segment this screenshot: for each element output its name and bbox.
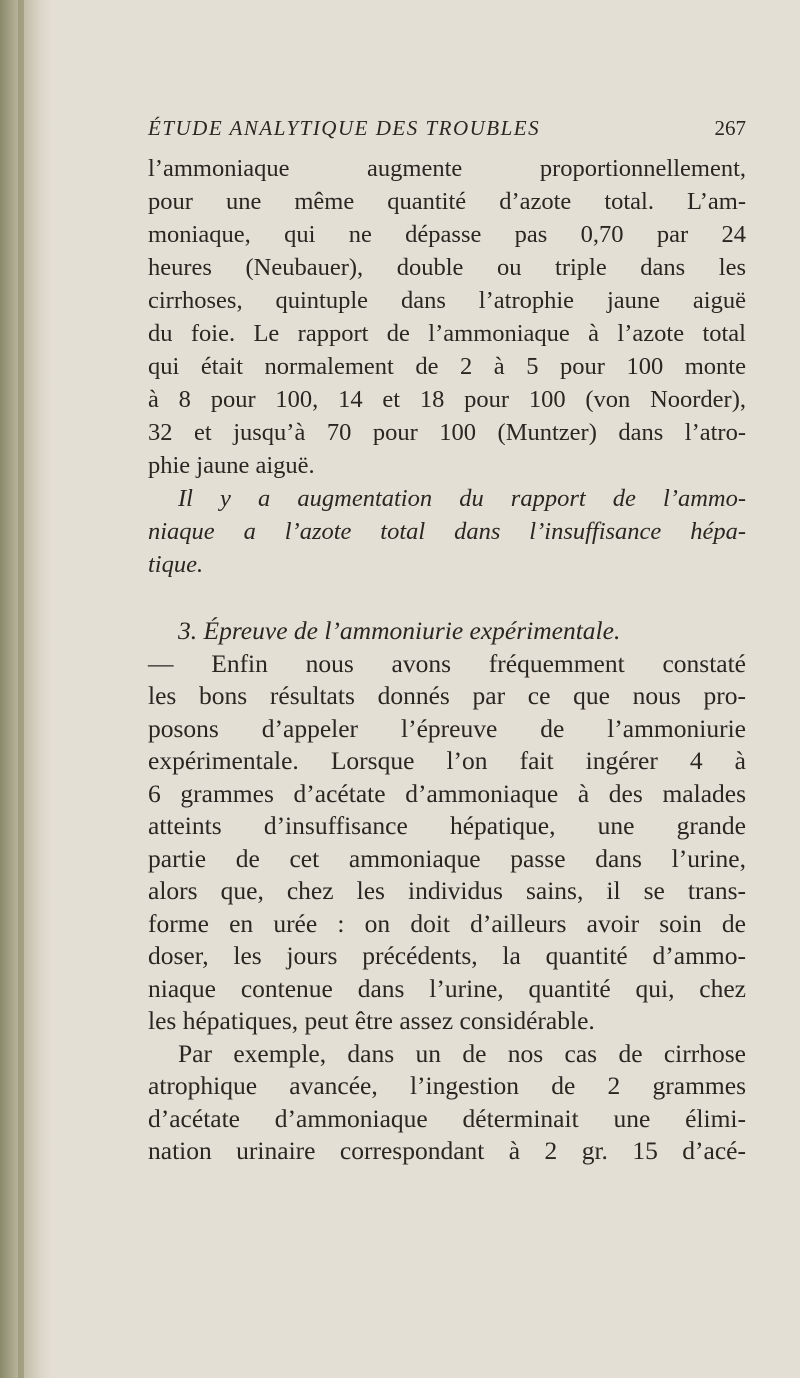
text-line: phie jaune aiguë. <box>148 452 315 479</box>
text-line: atteints d’insuffisance hépatique, une grande <box>148 811 746 840</box>
text-line: 32 et jusqu’à 70 pour 100 (Muntzer) dans l’atro- <box>148 419 746 446</box>
paragraph-example <box>148 1038 746 1168</box>
text-line: à 8 pour 100, 14 et 18 pour 100 (von Noorder), <box>148 386 746 413</box>
text-line: forme en urée : on doit d’ailleurs avoir soin de <box>148 908 746 938</box>
conclusion-italic <box>148 482 746 581</box>
running-title: ÉTUDE ANALYTIQUE DES TROUBLES <box>148 116 541 140</box>
running-head <box>148 112 746 152</box>
text-line: du foie. Le rapport de l’ammoniaque à l’azote total <box>148 320 746 347</box>
page-body <box>148 112 746 1168</box>
text-line: — Enfin nous avons fréquemment constaté <box>148 648 746 678</box>
text-line: moniaque, qui ne dépasse pas 0,70 par 24 <box>148 221 746 248</box>
text-line: 6 grammes d’acétate d’ammoniaque à des malades <box>148 778 746 808</box>
text-line: tique. <box>148 551 204 578</box>
text-line: Il y a augmentation du rapport de l’ammo- <box>178 485 746 512</box>
paragraph-ammonia-ratio <box>148 152 746 482</box>
section-heading: 3. Épreuve de l’ammoniurie expérimentale. <box>178 616 621 645</box>
text-line: partie de cet ammoniaque passe dans l’urine, <box>148 843 746 873</box>
text-line: niaque contenue dans l’urine, quantité qui, chez <box>148 973 746 1003</box>
text-line: les bons résultats donnés par ce que nous pro- <box>148 681 746 710</box>
text-line: alors que, chez les individus sains, il se trans- <box>148 876 746 905</box>
text-line: niaque a l’azote total dans l’insuffisance hépa- <box>148 518 746 545</box>
text-line: nation urinaire correspondant à 2 gr. 15 d’acé- <box>148 1136 746 1165</box>
page-binding-shadow <box>18 0 24 1378</box>
page-number: 267 <box>714 116 746 140</box>
text-line: cirrhoses, quintuple dans l’atrophie jaune aiguë <box>148 287 746 314</box>
text-line: pour une même quantité d’azote total. L’am- <box>148 188 746 215</box>
text-line: expérimentale. Lorsque l’on fait ingérer 4 à <box>148 746 746 775</box>
text-line: d’acétate d’ammoniaque déterminait une élimi- <box>148 1103 746 1133</box>
text-line: l’ammoniaque augmente proportionnellement, <box>148 155 746 182</box>
section-3-ammoniuria-test <box>148 615 746 1038</box>
text-line: atrophique avancée, l’ingestion de 2 grammes <box>148 1071 746 1100</box>
text-line: posons d’appeler l’épreuve de l’ammoniurie <box>148 713 746 743</box>
text-line: doser, les jours précédents, la quantité d’ammo- <box>148 941 746 970</box>
text-line: qui était normalement de 2 à 5 pour 100 monte <box>148 353 746 380</box>
section-gap <box>148 581 746 615</box>
text-line: Par exemple, dans un de nos cas de cirrhose <box>178 1038 746 1068</box>
text-line: les hépatiques, peut être assez considérable. <box>148 1006 595 1035</box>
text-line: heures (Neubauer), double ou triple dans les <box>148 254 746 281</box>
page-binding-edge <box>0 0 52 1378</box>
